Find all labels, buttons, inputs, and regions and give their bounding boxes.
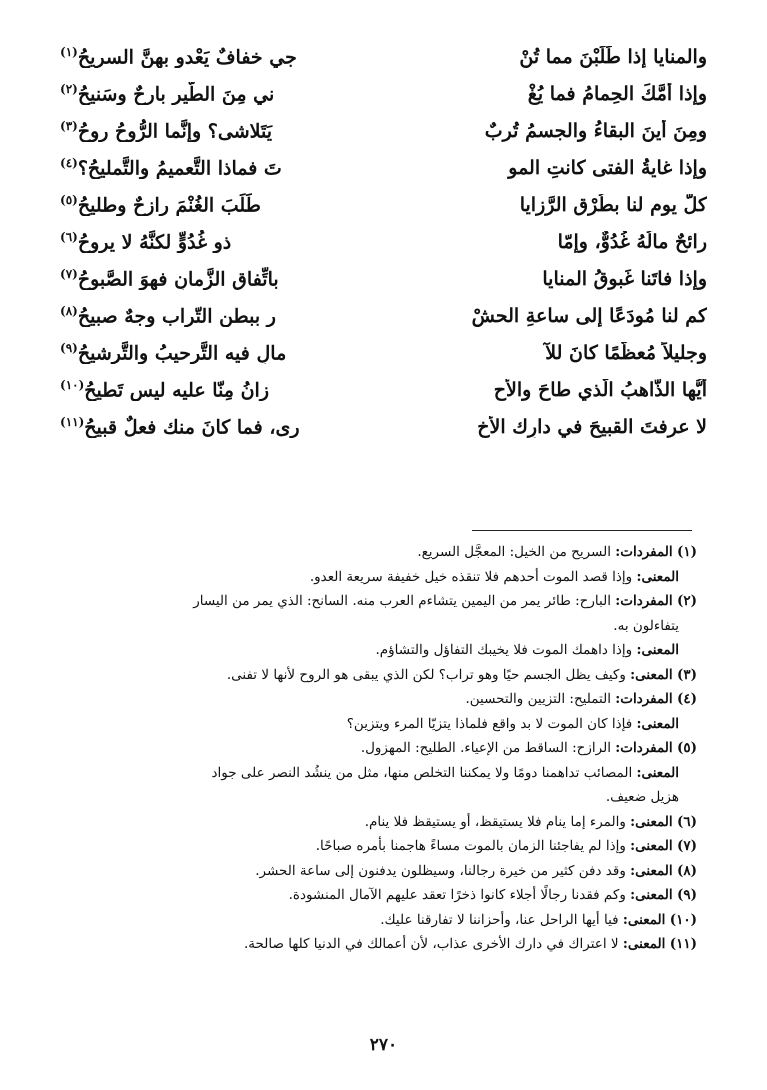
footnote-number: (٣) <box>676 666 697 683</box>
verse-second-hemistich-text: يَتَلاشى؟ وإنَّما الرُّوحُ روحُ <box>77 120 272 143</box>
verse-second-hemistich <box>60 304 364 327</box>
footnote-line <box>70 908 697 933</box>
footnote-line <box>70 565 697 590</box>
verse-second-hemistich <box>60 378 364 401</box>
footnotes <box>70 540 697 957</box>
footnote-marker: (٦) <box>60 229 78 244</box>
verse-first-hemistich: وجليلاً مُعظَّمًا كانَ للآ <box>545 341 707 364</box>
verse-first-hemistich: ومِنَ أينَ البقاءُ والجسمُ تُربٌ <box>484 119 707 142</box>
footnote-line <box>70 614 697 639</box>
verse-second-hemistich <box>60 82 364 105</box>
footnote-text: وإذا لم يفاجئنا الزمان بالموت مساءً هاجمنا بأمره صباحًا. <box>315 838 626 854</box>
verse <box>60 334 707 371</box>
verse <box>60 223 707 260</box>
footnote-label: المعنى: <box>636 642 679 658</box>
footnote-line <box>70 663 697 688</box>
footnote-label: المعنى: <box>630 813 673 830</box>
footnote-number: (٧) <box>676 838 697 854</box>
footnote-label: المعنى: <box>636 764 679 781</box>
verse-second-hemistich-text: تَ فماذا التَّعميمُ والتَّمليحُ؟ <box>77 157 282 180</box>
verse-second-hemistich-text: زانُ مِنّا عليه ليس تَطيحُ <box>84 379 269 402</box>
footnote-marker: (١) <box>60 44 78 59</box>
verse-second-hemistich <box>60 230 364 253</box>
verse-first-hemistich: والمنايا إذا طَلَبْنَ مما تُنْ <box>519 45 707 68</box>
footnote-label: المعنى: <box>630 666 673 683</box>
verse-second-hemistich-text: باتِّفاقِ الزَّمانِ فهوَ الصَّبوحُ <box>77 268 279 291</box>
verse-second-hemistich-text: رى، فما كانَ منك فعلٌ قبيحُ <box>84 416 300 439</box>
footnote-marker: (٩) <box>60 340 78 355</box>
footnote-line <box>70 883 697 908</box>
footnote-text: يتفاءلون به. <box>613 617 679 634</box>
footnote-line <box>70 932 697 957</box>
footnote-line <box>70 712 697 737</box>
verse <box>60 112 707 149</box>
footnote-text: والمرء إما ينام فلا يستيقظ، أو يستيقظ فلا ينام. <box>364 813 626 830</box>
footnote-line <box>70 761 697 786</box>
verse-second-hemistich <box>60 119 364 142</box>
footnote-label: المعنى: <box>636 715 679 732</box>
footnote-text: الرازح: الساقط من الإعياء. الطليح: المهزول. <box>360 740 611 756</box>
footnote-number: (٢) <box>676 593 697 609</box>
footnote-label: المفردات: <box>615 544 673 560</box>
verse-first-hemistich: وإذا فاتَنا غَبوقُ المنايا <box>542 267 707 290</box>
footnote-text: فإذا كان الموت لا بد واقع فلماذا يتزيّا المرء ويتزين؟ <box>346 715 633 732</box>
footnote-marker: (٣) <box>60 118 78 133</box>
footnote-marker: (٤) <box>60 155 78 170</box>
poem <box>60 38 707 445</box>
footnote-marker: (١١) <box>60 414 85 429</box>
verse-first-hemistich: كم لنا مُودَعًا إلى ساعةِ الحشْ <box>471 304 707 327</box>
verse-first-hemistich: أيُّها الذَّاهبُ الّذي طاحَ والأح <box>493 378 707 401</box>
footnote-label: المعنى: <box>622 911 666 928</box>
verse-second-hemistich-text: ذو غُدُوٍّ لكنَّهُ لا يروحُ <box>77 231 232 254</box>
footnote-label: المعنى: <box>630 862 673 879</box>
footnote-marker: (٧) <box>60 266 78 281</box>
verse <box>60 297 707 334</box>
verse-first-hemistich: لا عرفتَ القبيحَ في دارِك الأخ <box>477 415 707 438</box>
footnote-text: المصائب تداهمنا دومًا ولا يمكننا التخلص منها، مثل من ينشُد النصر على جواد <box>211 764 633 781</box>
footnote-line <box>70 638 697 663</box>
footnote-text: وكم فقدنا رجالًا أجلاء كانوا ذخرًا تعقد عليهم الآمال المنشودة. <box>288 887 626 903</box>
footnote-text: السريح من الخيل: المعجَّل السريع. <box>417 544 611 560</box>
footnote-text: هزيل ضعيف. <box>605 789 679 805</box>
footnote-text: فيا أيها الراحل عنا، وأحزاننا لا تفارقنا عليك. <box>380 911 619 928</box>
footnote-number: (٥) <box>676 740 697 756</box>
verse-second-hemistich-text: جي خفافٌ يَعْدو بهنَّ السريحُ <box>77 46 297 69</box>
verse <box>60 38 707 75</box>
footnote-line <box>70 687 697 712</box>
footnote-text: وإذا قصد الموت أحدهم فلا تنقذه خيل خفيفة سريعة العدو. <box>309 568 633 585</box>
verse-second-hemistich-text: رِ ببطنِ التّراب وجهٌ صبيحُ <box>77 305 276 328</box>
footnote-text: التمليح: التزيين والتحسين. <box>465 691 611 707</box>
footnote-marker: (٥) <box>60 192 78 207</box>
footnote-marker: (٨) <box>60 303 78 318</box>
verse-second-hemistich <box>60 193 364 216</box>
verse-second-hemistich-text: ني مِنَ الطَّيرِ بارحٌ وسَنيحُ <box>77 83 275 106</box>
verse-first-hemistich: كلُّ يوم لنا بطُرْقِ الرَّزايا <box>519 193 707 216</box>
footnote-line <box>70 785 697 810</box>
footnote-label: المفردات: <box>615 691 673 707</box>
footnote-label: المعنى: <box>622 936 666 952</box>
footnote-number: (١) <box>676 544 697 560</box>
footnote-number: (٤) <box>676 691 697 707</box>
footnote-label: المفردات: <box>615 593 673 609</box>
footnote-label: المفردات: <box>615 740 673 756</box>
footnote-line <box>70 810 697 835</box>
footnote-text: وقد دفن كثير من خيرة رجالنا، وسيظلون يدفنون إلى ساعة الحشر. <box>255 862 626 879</box>
footnote-marker: (١٠) <box>60 377 85 392</box>
verse <box>60 149 707 186</box>
verse-second-hemistich <box>60 45 364 68</box>
footnote-number: (١٠) <box>669 911 697 928</box>
verse-first-hemistich: وإذا غايةُ الفتى كانتِ المو <box>508 156 707 179</box>
verse-first-hemistich: وإذا أَمَّكَ الحِمامُ فما يُغْ <box>527 82 707 105</box>
footnote-text: لا اعتراك في دارك الأخرى عذاب، لأن أعمالك في الدنيا كلها صالحة. <box>244 936 619 952</box>
verse <box>60 408 707 445</box>
verse <box>60 371 707 408</box>
footnote-label: المعنى: <box>636 568 679 585</box>
verse-second-hemistich-text: مالِ فيه التَّرحيبُ والتَّرشيحُ <box>77 342 287 365</box>
footnote-line <box>70 736 697 761</box>
footnote-marker: (٢) <box>60 81 78 96</box>
footnote-label: المعنى: <box>630 887 673 903</box>
verse-second-hemistich <box>60 156 364 179</box>
verse <box>60 186 707 223</box>
footnote-number: (٩) <box>676 887 697 903</box>
page-number: ٢٧٠ <box>369 1035 398 1055</box>
verse-second-hemistich-text: طَلَبَ الغُنْمَ رازحٌ وطليحُ <box>77 194 261 217</box>
footnote-text: البارح: طائر يمر من اليمين يتشاءم العرب منه. السانح: الذي يمر من اليسار <box>193 593 611 609</box>
footnote-line <box>70 589 697 614</box>
verse <box>60 75 707 112</box>
footnote-text: وكيف يظل الجسم حيًا وهو تراب؟ لكن الذي يبقى هو الروح لأنها لا تفنى. <box>226 666 626 683</box>
footnote-line <box>70 834 697 859</box>
footnote-label: المعنى: <box>630 838 673 854</box>
verse <box>60 260 707 297</box>
verse-second-hemistich <box>60 415 364 438</box>
verse-second-hemistich <box>60 341 364 364</box>
footnote-number: (١١) <box>669 936 697 952</box>
verse-first-hemistich: رائحٌ مالُهُ غُدُوٌّ، وإمّا <box>557 230 707 253</box>
footnote-number: (٦) <box>676 813 697 830</box>
footnote-line <box>70 859 697 884</box>
footnote-number: (٨) <box>676 862 697 879</box>
footnote-line <box>70 540 697 565</box>
footnote-text: وإذا داهمك الموت فلا يخيبك التفاؤل والتشاؤم. <box>375 642 633 658</box>
footnote-separator <box>472 530 692 531</box>
verse-second-hemistich <box>60 267 364 290</box>
